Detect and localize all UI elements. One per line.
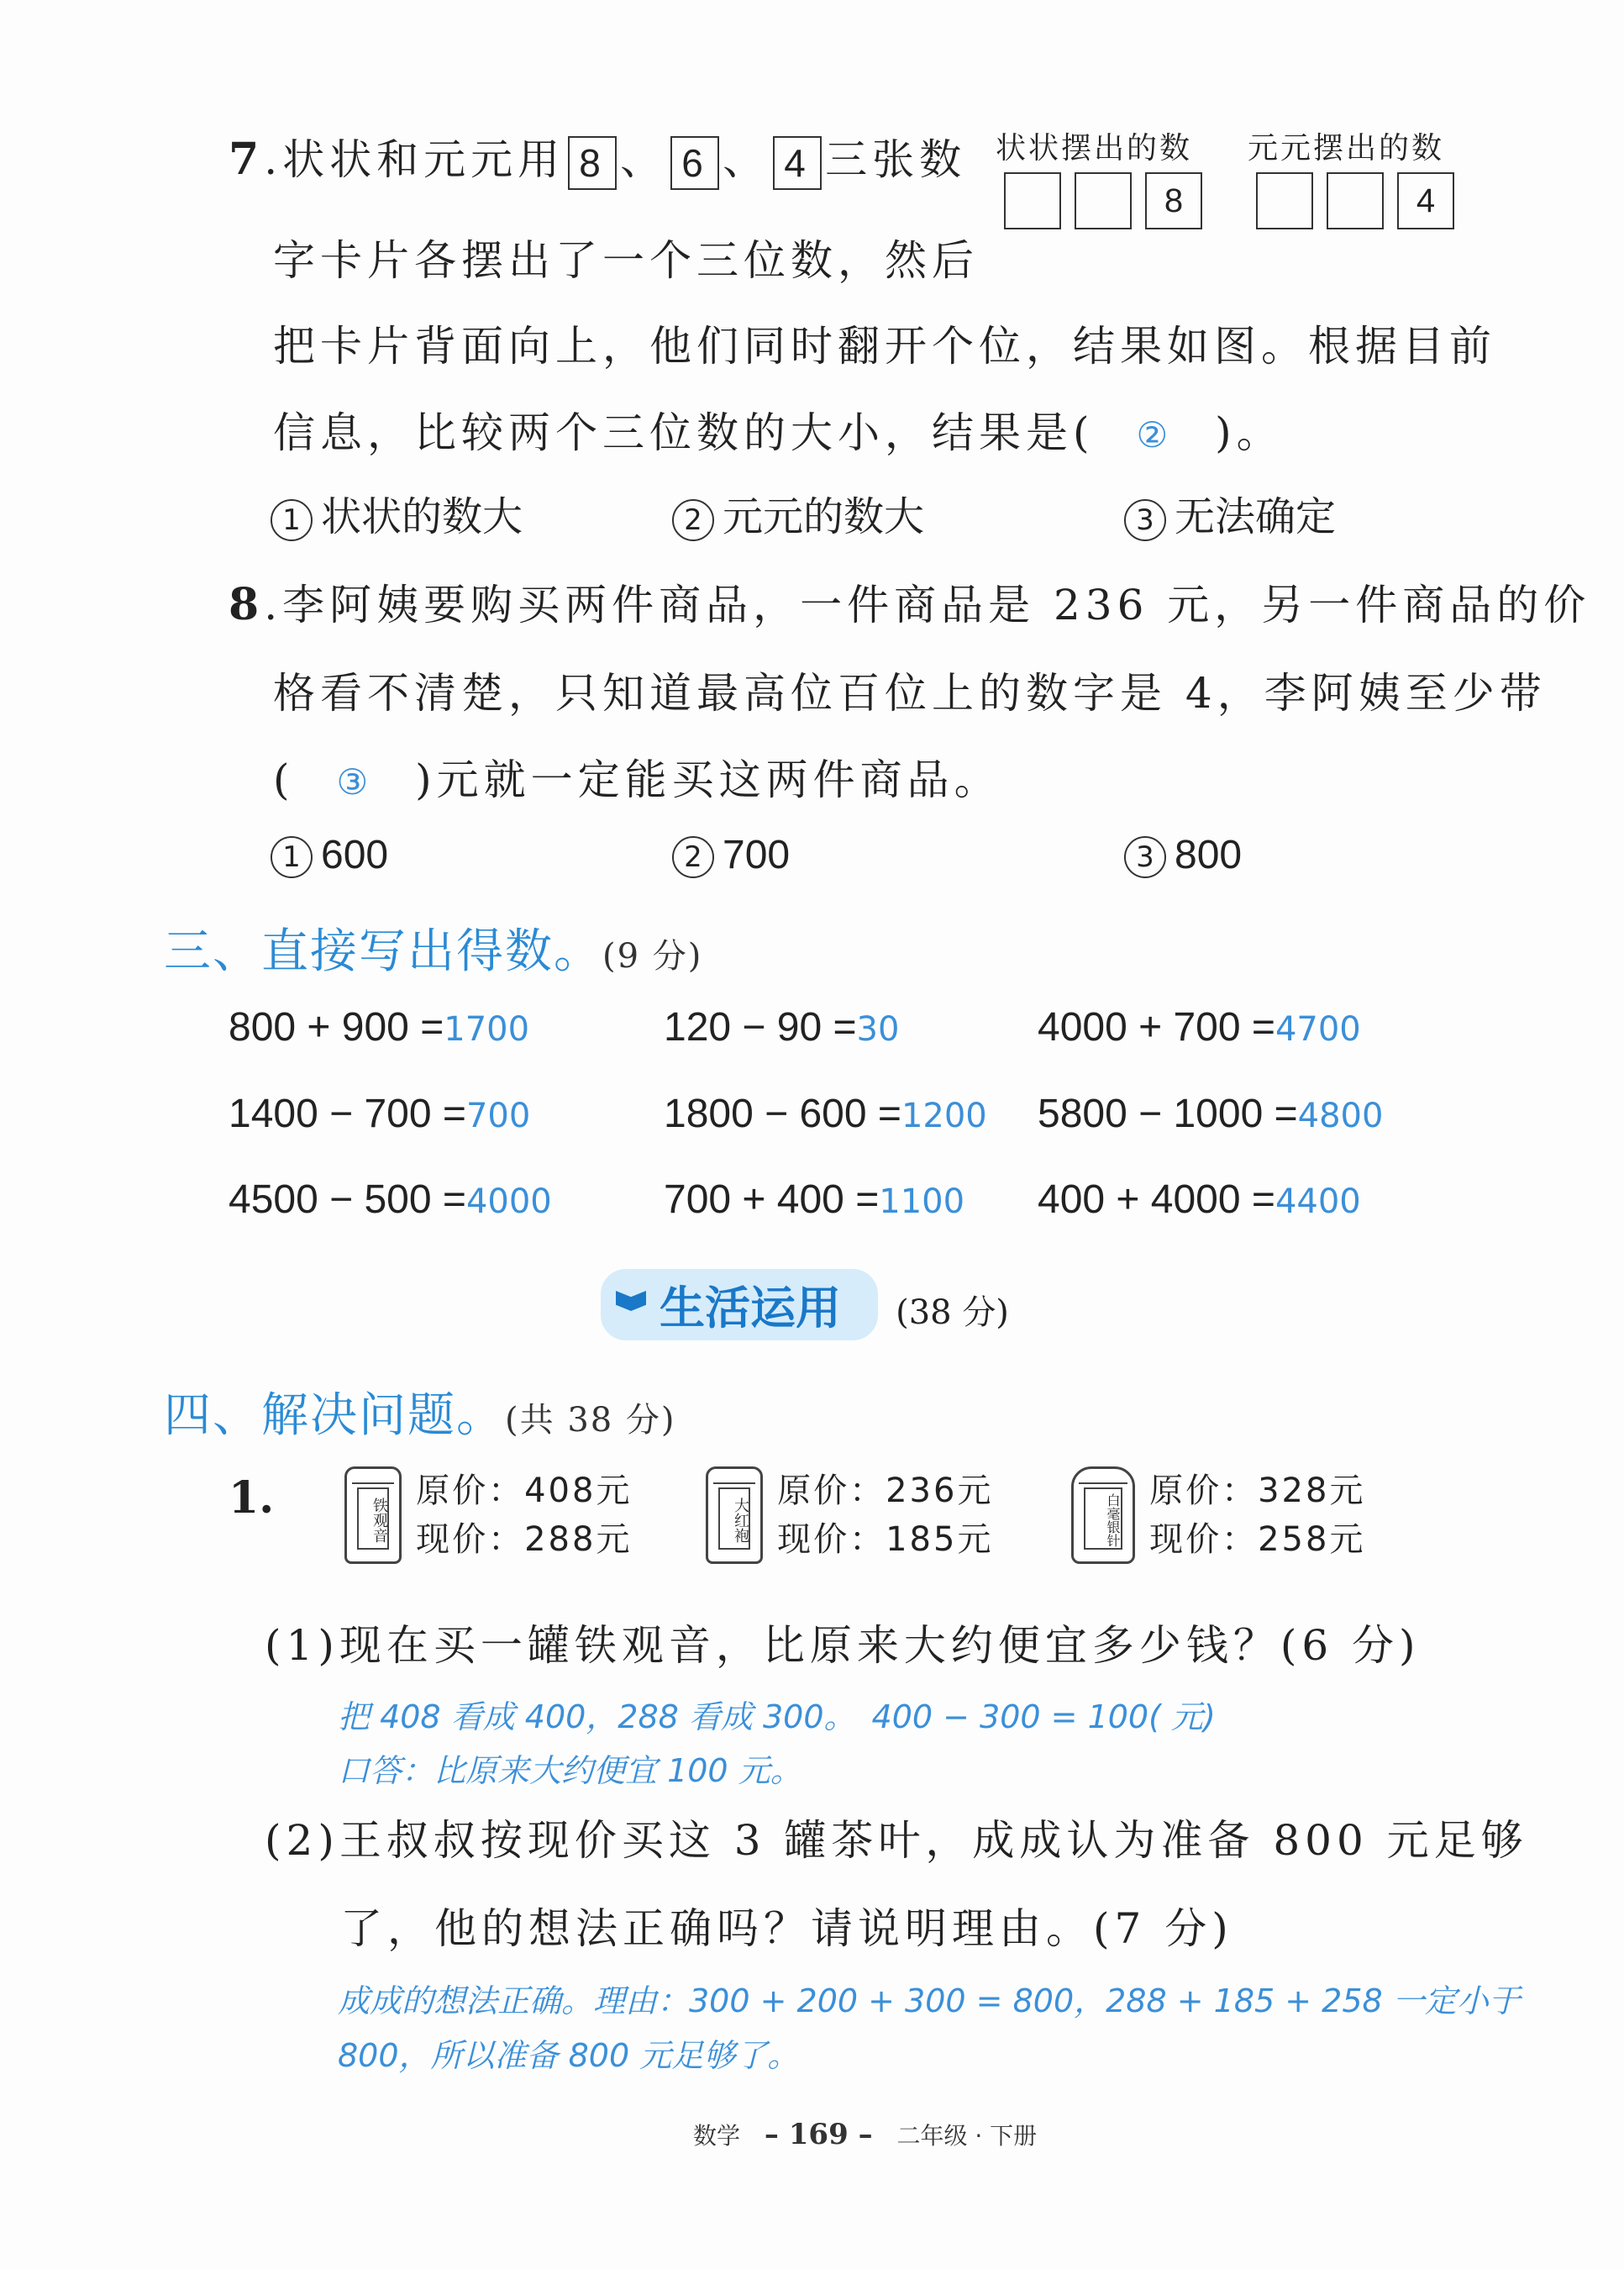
calc-expr: 400 + 4000 = [1038, 1177, 1275, 1222]
section-4-title [164, 1378, 676, 1445]
current-price: 现价：288元 [416, 1520, 633, 1559]
digit-box [1004, 172, 1061, 229]
calc-6 [1038, 1091, 1383, 1137]
digit-box-ones: 8 [1145, 172, 1202, 229]
calc-expr: 1800 − 600 = [664, 1092, 901, 1136]
calc-4 [229, 1091, 530, 1137]
p2-work-line1: 成成的想法正确。理由：300 + 200 + 300 = 800，288 + 185 + 258 一定小于 [338, 1982, 1521, 2019]
option-text: 元元的数大 [723, 493, 925, 540]
footer-subject: 数学 [693, 2122, 741, 2150]
calc-2 [664, 1004, 899, 1050]
option-text: 700 [723, 833, 791, 877]
p2-question-line1: (2)王叔叔按现价买这 3 罐茶叶，成成认为准备 800 元足够 [265, 1816, 1528, 1865]
page-footer [693, 2118, 1037, 2151]
calc-answer: 700 [465, 1097, 531, 1135]
option-text: 状状的数大 [321, 493, 523, 540]
calc-expr: 5800 − 1000 = [1038, 1092, 1298, 1136]
calc-7 [229, 1177, 552, 1223]
footer-grade: 二年级 · 下册 [896, 2122, 1038, 2150]
q7-line3: 把卡片背面向上，他们同时翻开个位，结果如图。根据目前 [273, 322, 1496, 371]
q8-line1-text: .李阿姨要购买两件商品，一件商品是 236 元，另一件商品的价 [264, 581, 1591, 629]
tea-dahongpao [706, 1466, 993, 1564]
q7-option-3 [1124, 484, 1336, 542]
current-price: 现价：185元 [777, 1520, 994, 1559]
section-4-score: (共 38 分) [505, 1401, 676, 1440]
life-application-banner [601, 1269, 1009, 1340]
calc-answer: 1200 [901, 1097, 987, 1135]
option-mark: 1 [271, 836, 313, 878]
jar-label: 铁观音 [357, 1487, 389, 1550]
option-mark: 3 [1124, 499, 1166, 541]
p1-question: (1)现在买一罐铁观音，比原来大约便宜多少钱？(6 分) [265, 1621, 1421, 1670]
option-mark: 2 [672, 836, 714, 878]
calc-expr: 4500 − 500 = [229, 1177, 466, 1222]
q7-option-2 [672, 484, 924, 542]
option-mark: 2 [672, 499, 714, 541]
zhuang-number-boxes [1004, 172, 1216, 229]
page-number: – 169 – [764, 2118, 873, 2151]
p1-work-line2: 口答：比原来大约便宜 100 元。 [338, 1752, 802, 1789]
q8-option-3 [1124, 832, 1242, 878]
q7-text-a: .状状和元元用 [264, 135, 565, 184]
calc-expr: 4000 + 700 = [1038, 1005, 1275, 1050]
q7-line1 [229, 126, 966, 190]
q8-line1 [229, 571, 1590, 632]
q7-answer: ② [1136, 414, 1174, 455]
section-3-heading: 三、直接写出得数。 [164, 924, 602, 979]
q7-text-b: 三张数 [825, 135, 967, 184]
calc-answer: 4000 [465, 1182, 552, 1221]
q7-number: 7 [229, 134, 265, 185]
tea-jar-icon [344, 1466, 402, 1564]
original-price: 原价：328元 [1149, 1471, 1366, 1510]
label-yuan: 元元摆出的数 [1248, 131, 1445, 166]
q8-option-2 [672, 832, 790, 878]
option-mark: 1 [271, 499, 313, 541]
digit-box [1327, 172, 1384, 229]
tea-jar-icon [706, 1466, 763, 1564]
p2-question-line2: 了，他的想法正确吗？请说明理由。(7 分) [340, 1904, 1233, 1953]
calc-expr: 1400 − 700 = [229, 1092, 466, 1136]
tea-tieguanyin [344, 1466, 632, 1564]
banner-score: (38 分) [896, 1293, 1009, 1332]
q8-line3-b: )元就一定能买这两件商品。 [415, 755, 1001, 804]
digit-card-6: 6 [670, 136, 719, 190]
option-text: 800 [1175, 833, 1243, 877]
jar-label: 白毫银针 [1084, 1487, 1122, 1550]
q8-line3 [273, 746, 1001, 807]
p1-work-line1: 把 408 看成 400，288 看成 300。 400 − 300 = 100( 元) [338, 1698, 1216, 1735]
q7-line4-b: )。 [1215, 408, 1284, 457]
q7-option-1 [271, 484, 523, 542]
q8-number: 8 [229, 579, 265, 630]
calc-answer: 4700 [1274, 1010, 1361, 1049]
calc-expr: 800 + 900 = [229, 1005, 444, 1050]
digit-box [1075, 172, 1132, 229]
q8-line3-a: ( [273, 755, 295, 804]
calc-expr: 700 + 400 = [664, 1177, 880, 1222]
calc-1 [229, 1004, 529, 1050]
section-3-title [164, 914, 702, 982]
p1-number: 1. [229, 1472, 275, 1524]
original-price: 原价：408元 [416, 1471, 633, 1510]
calc-3 [1038, 1004, 1361, 1050]
separator: 、 [723, 135, 770, 184]
q7-line4 [273, 399, 1284, 460]
tea-jar-icon [1071, 1466, 1135, 1564]
calc-answer: 1700 [444, 1010, 530, 1049]
original-price: 原价：236元 [777, 1471, 994, 1510]
calc-expr: 120 − 90 = [664, 1005, 857, 1050]
section-4-heading: 四、解决问题。 [164, 1388, 505, 1443]
calc-9 [1038, 1177, 1361, 1223]
calc-answer: 4400 [1274, 1182, 1361, 1221]
tea-baihaoyinzhen [1071, 1466, 1365, 1564]
q8-line2: 格看不清楚，只知道最高位百位上的数字是 4，李阿姨至少带 [273, 669, 1547, 718]
section-3-score: (9 分) [602, 937, 703, 976]
option-mark: 3 [1124, 836, 1166, 878]
calc-answer: 30 [856, 1010, 900, 1049]
option-text: 600 [321, 833, 389, 877]
q7-line4-a: 信息，比较两个三位数的大小，结果是( [273, 408, 1095, 457]
calc-answer: 1100 [879, 1182, 965, 1221]
jar-label: 大红袍 [718, 1487, 750, 1550]
q8-answer: ③ [336, 761, 374, 803]
digit-card-8: 8 [568, 136, 617, 190]
current-price: 现价：258元 [1149, 1520, 1366, 1559]
q7-line2: 字卡片各摆出了一个三位数，然后 [273, 236, 979, 285]
separator: 、 [620, 135, 668, 184]
digit-box-ones: 4 [1397, 172, 1454, 229]
calc-answer: 4800 [1297, 1097, 1384, 1135]
yuan-number-boxes [1256, 172, 1468, 229]
p2-work-line2: 800，所以准备 800 元足够了。 [338, 2037, 800, 2074]
digit-card-4: 4 [773, 136, 822, 190]
digit-box [1256, 172, 1313, 229]
option-text: 无法确定 [1175, 493, 1337, 540]
banner-title: 生活运用 [601, 1269, 878, 1340]
q8-option-1 [271, 832, 388, 878]
calc-8 [664, 1177, 964, 1223]
calc-5 [664, 1091, 987, 1137]
label-zhuang: 状状摆出的数 [996, 131, 1193, 166]
